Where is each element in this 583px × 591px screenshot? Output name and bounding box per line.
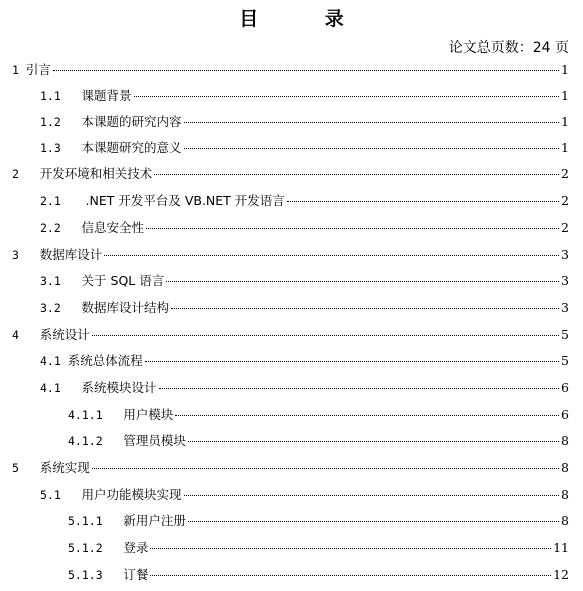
dot-leader	[154, 174, 559, 175]
dot-leader	[184, 148, 559, 149]
toc-entry[interactable]	[68, 431, 569, 457]
toc-entry-number: 4.1.1	[68, 408, 124, 422]
dot-leader	[150, 575, 551, 576]
toc-entry-number: 2	[12, 167, 40, 181]
toc-entry-number: 2.1	[40, 194, 82, 208]
toc-entry-page: 2	[561, 166, 569, 181]
toc-entry-label: 关于 SQL 语言	[81, 273, 165, 288]
toc-entry[interactable]	[40, 351, 569, 377]
toc-entry[interactable]	[68, 511, 569, 537]
dot-leader	[188, 521, 559, 522]
toc-entry-label: 数据库设计	[39, 247, 103, 262]
toc-entry[interactable]	[12, 60, 569, 86]
toc-entry[interactable]	[68, 538, 569, 564]
dot-leader	[104, 255, 559, 256]
toc-entry-label: 用户功能模块实现	[81, 487, 182, 502]
toc-entry-number: 2.2	[40, 221, 82, 235]
toc-entry-page: 1	[561, 62, 569, 77]
toc-entry-number: 4.1.2	[68, 434, 124, 448]
toc-entry-number: 3	[12, 248, 40, 262]
toc-entry[interactable]	[40, 298, 569, 324]
toc-entry-label: 系统设计	[39, 327, 90, 342]
toc-entry-page: 1	[561, 88, 569, 103]
toc-entry-number: 1	[12, 63, 26, 77]
toc-entry-page: 6	[561, 407, 569, 422]
toc-entry-page: 2	[561, 220, 569, 235]
toc-entry-number: 1.3	[40, 141, 82, 155]
toc-entry-number: 5	[12, 461, 40, 475]
toc-entry[interactable]	[40, 138, 569, 164]
toc-entry-page: 5	[561, 353, 569, 368]
toc-title: 目 录	[239, 8, 374, 30]
dot-leader	[150, 548, 551, 549]
toc-entry-page: 3	[561, 273, 569, 288]
toc-entry-label: 课题背景	[81, 88, 132, 103]
dot-leader	[175, 415, 559, 416]
toc-entry-number: 1.1	[40, 89, 82, 103]
dot-leader	[134, 96, 559, 97]
toc-entry-label: 数据库设计结构	[81, 300, 170, 315]
toc-entry-page: 1	[561, 140, 569, 155]
toc-entry-label: .NET 开发平台及 VB.NET 开发语言	[81, 193, 285, 208]
toc-entry-number: 5.1.1	[68, 514, 124, 528]
toc-entry-label: 用户模块	[123, 407, 174, 422]
toc-entry-page: 3	[561, 247, 569, 262]
toc-entry-page: 5	[561, 327, 569, 342]
toc-entry-label: 管理员模块	[123, 433, 186, 448]
dot-leader	[146, 228, 559, 229]
dot-leader	[145, 361, 559, 362]
toc-entry[interactable]	[40, 378, 569, 404]
dot-leader	[166, 281, 559, 282]
toc-entry[interactable]	[68, 405, 569, 431]
toc-entry[interactable]	[40, 86, 569, 112]
toc-entry-number: 5.1.3	[68, 568, 124, 582]
toc-entry-page: 12	[553, 567, 569, 582]
toc-entry-label: 系统总体流程	[67, 353, 143, 368]
toc-entry[interactable]	[12, 458, 569, 484]
dot-leader	[184, 122, 559, 123]
toc-entry-label: 订餐	[123, 567, 149, 582]
toc-entry-label: 引言	[25, 62, 51, 77]
toc-entry-page: 8	[561, 460, 569, 475]
toc-entry-label: 系统实现	[39, 460, 90, 475]
toc-entry[interactable]	[40, 191, 569, 217]
toc-entry[interactable]	[40, 218, 569, 244]
toc-entry-number: 1.2	[40, 115, 82, 129]
toc-entry[interactable]	[12, 245, 569, 271]
dot-leader	[171, 308, 559, 309]
toc-entry-label: 登录	[123, 540, 149, 555]
toc-entry[interactable]	[40, 112, 569, 138]
dot-leader	[53, 70, 559, 71]
toc-entry-page: 2	[561, 193, 569, 208]
toc-entry-page: 8	[561, 487, 569, 502]
toc-entry-page: 1	[561, 114, 569, 129]
dot-leader	[287, 201, 559, 202]
toc-entry-page: 6	[561, 380, 569, 395]
toc-entry-number: 5.1	[40, 488, 82, 502]
toc-entry-number: 3.2	[40, 301, 82, 315]
dot-leader	[184, 495, 559, 496]
dot-leader	[92, 335, 559, 336]
toc-entry-label: 信息安全性	[81, 220, 145, 235]
toc-entry[interactable]	[68, 565, 569, 591]
toc-entry-label: 本课题研究的意义	[81, 140, 182, 155]
toc-entry-number: 3.1	[40, 274, 82, 288]
dot-leader	[159, 388, 559, 389]
toc-entry-page: 3	[561, 300, 569, 315]
toc-entry-label: 新用户注册	[123, 513, 186, 528]
toc-entry-label: 本课题的研究内容	[81, 114, 182, 129]
toc-entry[interactable]	[12, 325, 569, 351]
total-page-count: 论文总页数：24 页	[448, 40, 569, 56]
toc-entry-label: 开发环境和相关技术	[39, 166, 153, 181]
dot-leader	[92, 468, 559, 469]
toc-entry[interactable]	[40, 271, 569, 297]
toc-entry-label: 系统模块设计	[81, 380, 157, 395]
toc-entry-page: 8	[561, 513, 569, 528]
toc-entry-page: 11	[553, 540, 569, 555]
toc-entry-number: 4.1	[40, 354, 68, 368]
toc-entry-number: 4.1	[40, 381, 82, 395]
dot-leader	[188, 441, 559, 442]
toc-entry[interactable]	[40, 485, 569, 511]
toc-entry[interactable]	[12, 164, 569, 190]
toc-entry-number: 4	[12, 328, 40, 342]
toc-entry-page: 8	[561, 433, 569, 448]
toc-entry-number: 5.1.2	[68, 541, 124, 555]
